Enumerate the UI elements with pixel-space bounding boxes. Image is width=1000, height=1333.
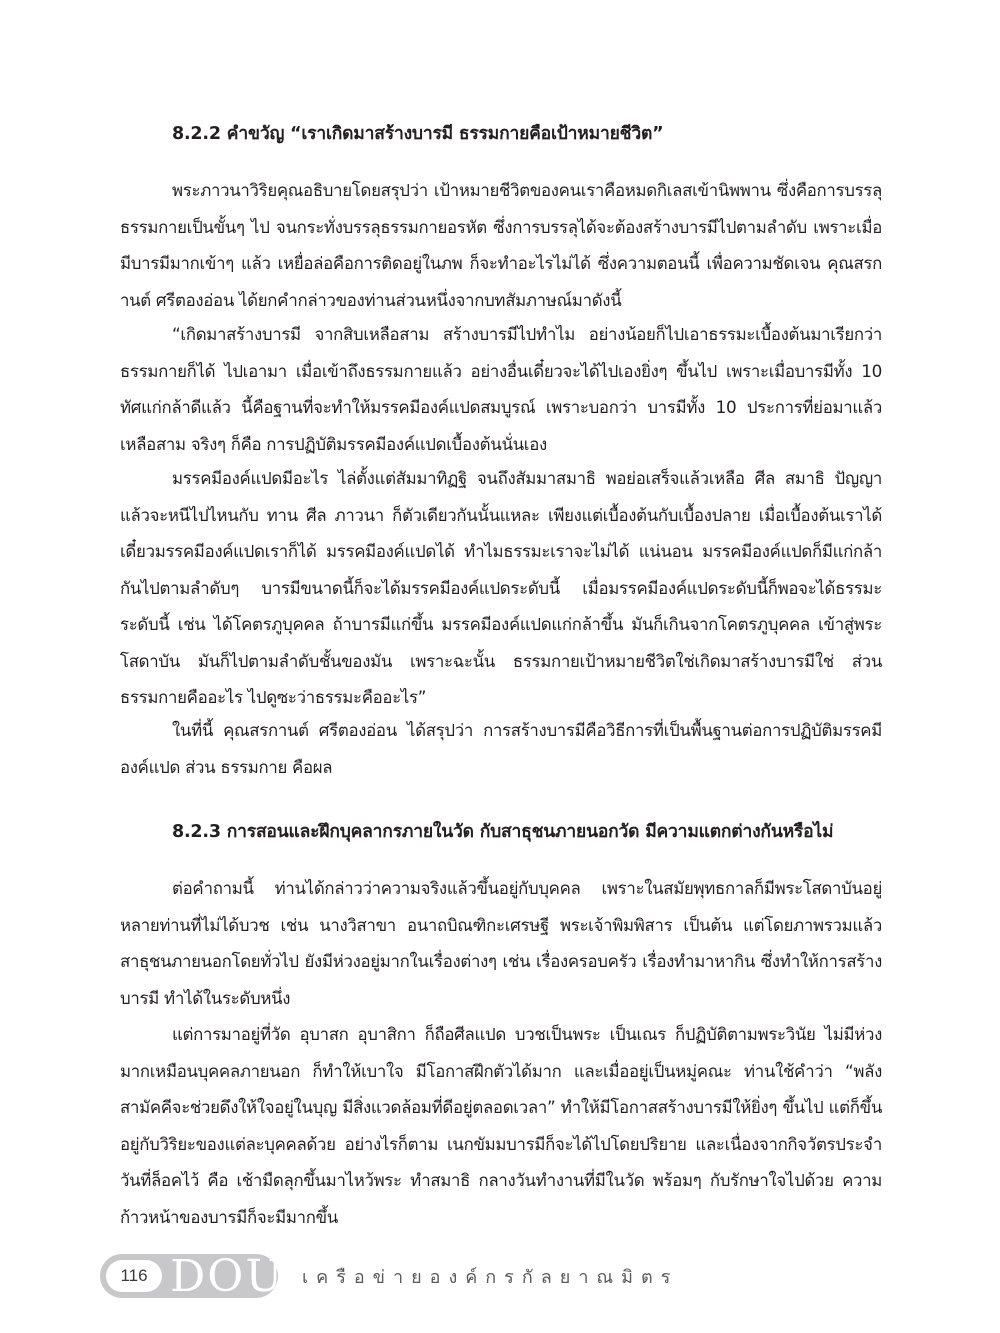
paragraph: พระภาวนาวิริยคุณอธิบายโดยสรุปว่า เป้าหมายชีวิตของคนเราคือหมดกิเลสเข้านิพพาน ซึ่งคือการบรรลุธรรมกายเป็นขั้นๆ ไป จนกระทั่งบรรลุธรรมกายอรหัต ซึ่งการบรรลุได้จะต้องสร้างบารมีไปตามลำดับ เพราะเมื่อมีบารมีมากเข้าๆ แล้ว เหยื่อล่อคือการติดอยู่ในภพ ก็จะทำอะไรไม่ได้ ซึ่งความตอนนี้ เพื่อความชัดเจน คุณสรกานต์ ศรีตองอ่อน ได้ยกคำกล่าวของท่านส่วนหนึ่งจากบทสัมภาษณ์มาดังนี้ bbox=[120, 180, 882, 310]
footer-tagline: เครือข่ายองค์กรกัลยาณมิตร bbox=[302, 1267, 679, 1288]
section-heading-8-2-2: 8.2.2 คำขวัญ “เราเกิดมาสร้างบารมี ธรรมกายคือเป้าหมายชีวิต” bbox=[172, 124, 664, 144]
quote-paragraph: “เกิดมาสร้างบารมี จากสิบเหลือสาม สร้างบารมีไปทำไม อย่างน้อยก็ไปเอาธรรมะเบื้องต้นมาเรียกว่าธรรมกายก็ได้ ไปเอามา เมื่อเข้าถึงธรรมกายแล้ว อย่างอื่นเดี๋ยวจะได้ไปเองยิ่งๆ ขึ้นไป เพราะเมื่อบารมีทั้ง 10 ทัศแก่กล้าดีแล้ว นี้คือฐานที่จะทำให้มรรคมีองค์แปดสมบูรณ์ เพราะบอกว่า บารมีทั้ง 10 ประการที่ย่อมาแล้วเหลือสาม จริงๆ ก็คือ การปฏิบัติมรรคมีองค์แปดเบื้องต้นนั่นเอง bbox=[120, 324, 882, 454]
paragraph: ในที่นี้ คุณสรกานต์ ศรีตองอ่อน ได้สรุปว่า การสร้างบารมีคือวิธีการที่เป็นพื้นฐานต่อการปฏิบัติมรรคมีองค์แปด ส่วน ธรรมกาย คือผล bbox=[120, 720, 882, 777]
paragraph: ต่อคำถามนี้ ท่านได้กล่าวว่าความจริงแล้วขึ้นอยู่กับบุคคล เพราะในสมัยพุทธกาลก็มีพระโสดาบันอยู่หลายท่านที่ไม่ได้บวช เช่น นางวิสาขา อนาถบิณฑิกะเศรษฐี พระเจ้าพิมพิสาร เป็นต้น แต่โดยภาพรวมแล้ว สาธุชนภายนอกโดยทั่วไป ยังมีห่วงอยู่มากในเรื่องต่างๆ เช่น เรื่องครอบครัว เรื่องทำมาหากิน ซึ่งทำให้การสร้างบารมี ทำได้ในระดับหนึ่ง bbox=[120, 878, 882, 1008]
page-number: 116 bbox=[106, 1260, 162, 1292]
page-footer bbox=[100, 1248, 900, 1302]
quote-paragraph: มรรคมีองค์แปดมีอะไร ไล่ตั้งแต่สัมมาทิฏฐิ จนถึงสัมมาสมาธิ พอย่อเสร็จแล้วเหลือ ศีล สมาธิ ปัญญา แล้วจะหนีไปไหนกับ ทาน ศีล ภาวนา ก็ตัวเดียวกันนั้นแหละ เพียงแต่เบื้องต้นกับเบื้องปลาย เมื่อเบื้องต้นเราได้ เดี๋ยวมรรคมีองค์แปดเราก็ได้ มรรคมีองค์แปดได้ ทำไมธรรมะเราจะไม่ได้ แน่นอน มรรคมีองค์แปดก็มีแก่กล้ากันไปตามลำดับๆ บารมีขนาดนี้ก็จะได้มรรคมีองค์แปดระดับนี้ เมื่อมรรคมีองค์แปดระดับนี้ก็พอจะได้ธรรมะระดับนี้ เช่น ได้โคตรภูบุคคล ถ้าบารมีแก่ขึ้น มรรคมีองค์แปดแก่กล้าขึ้น มันก็เกินจากโคตรภูบุคคล เข้าสู่พระโสดาบัน มันก็ไปตามลำดับชั้นของมัน เพราะฉะนั้น ธรรมกายเป้าหมายชีวิตใช่เกิดมาสร้างบารมีใช่ ส่วนธรรมกายคืออะไร ไปดูซะว่าธรรมะคืออะไร” bbox=[120, 468, 882, 707]
paragraph: แต่การมาอยู่ที่วัด อุบาสก อุบาสิกา ก็ถือศีลแปด บวชเป็นพระ เป็นเณร ก็ปฏิบัติตามพระวินัย ไม่มีห่วงมากเหมือนบุคคลภายนอก ก็ทำให้เบาใจ มีโอกาสฝึกตัวได้มาก และเมื่ออยู่เป็นหมู่คณะ ท่านใช้คำว่า “พลังสามัคคีจะช่วยดึงให้ใจอยู่ในบุญ มีสิ่งแวดล้อมที่ดีอยู่ตลอดเวลา” ทำให้มีโอกาสสร้างบารมีให้ยิ่งๆ ขึ้นไป แต่ก็ขึ้นอยู่กับวิริยะของแต่ละบุคคลด้วย อย่างไรก็ตาม เนกขัมมบารมีก็จะได้ไปโดยปริยาย และเนื่องจากกิจวัตรประจำวันที่ล็อคไว้ คือ เช้ามืดลุกขึ้นมาไหว้พระ ทำสมาธิ กลางวันทำงานที่มีในวัด พร้อมๆ กับรักษาใจไปด้วย ความก้าวหน้าของบารมีก็จะมีมากขึ้น bbox=[120, 1024, 882, 1227]
page-number-badge bbox=[100, 1251, 285, 1302]
dou-logo: DOU bbox=[170, 1251, 285, 1302]
section-heading-8-2-3: 8.2.3 การสอนและฝึกบุคลากรภายในวัด กับสาธุชนภายนอกวัด มีความแตกต่างกันหรือไม่ bbox=[172, 822, 834, 842]
